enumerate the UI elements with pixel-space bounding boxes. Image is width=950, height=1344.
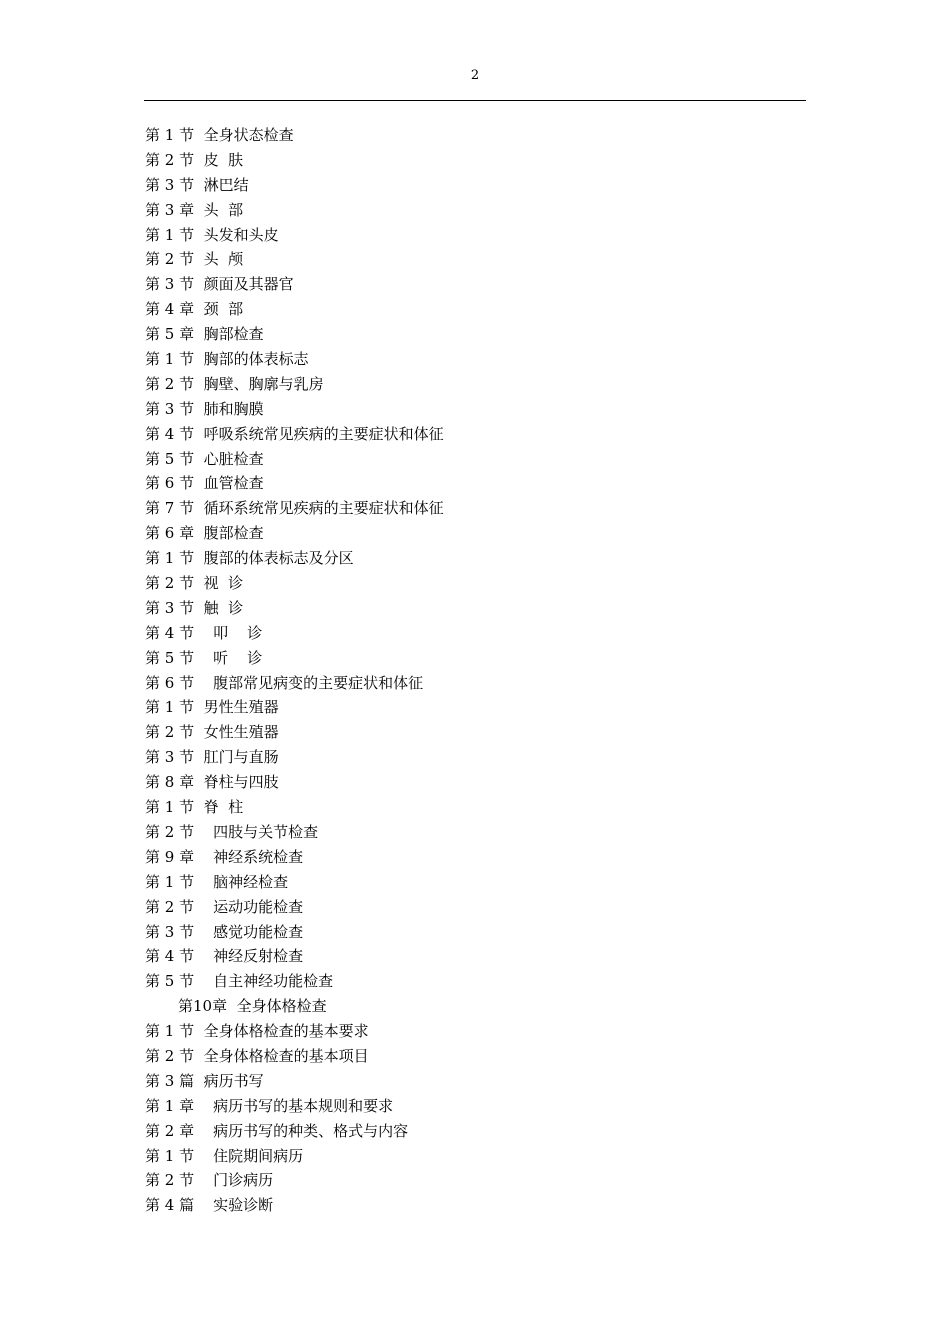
page-number: 2 [470,68,480,83]
toc-entry: 第 3 节 颜面及其器官 [145,275,294,294]
toc-entry: 第 1 节 脊 柱 [145,798,244,817]
toc-entry: 第 5 章 胸部检查 [145,325,264,344]
toc-entry: 第 3 节 淋巴结 [145,175,249,194]
toc-entry: 第 2 节 门诊病历 [145,1171,274,1190]
toc-entry: 第 2 节 视 诊 [145,574,244,593]
toc-entry: 第 2 节 女性生殖器 [145,723,279,742]
toc-entry: 第 4 节 神经反射检查 [145,947,304,966]
toc-entry: 第 2 节 四肢与关节检查 [145,822,319,841]
toc-entry: 第 1 节 全身状态检查 [145,126,294,144]
toc-entry: 第 3 章 头 部 [145,200,244,219]
toc-entry: 第 2 节 胸壁、胸廓与乳房 [145,374,324,393]
toc-entry: 第 5 节 听 诊 [145,648,263,667]
toc-entry: 第 1 节 全身体格检查的基本要求 [145,1022,369,1041]
toc-entry: 第 2 节 头 颅 [145,250,244,269]
toc-entry: 第 4 章 颈 部 [145,300,244,319]
toc-entry: 第 1 节 脑神经检查 [145,872,289,891]
toc-entry: 第 2 节 运动功能检查 [145,897,304,916]
toc-entry: 第 3 节 感觉功能检查 [145,922,304,941]
toc-entry: 第 9 章 神经系统检查 [145,847,304,866]
toc-entry: 第 4 篇 实验诊断 [145,1196,274,1215]
toc-entry: 第 2 节 皮 肤 [145,150,244,169]
toc-entry: 第 7 节 循环系统常见疾病的主要症状和体征 [145,499,444,518]
toc-entry: 第 3 节 触 诊 [145,598,244,617]
header-divider [144,100,806,101]
toc-entry: 第 6 章 腹部检查 [145,524,264,543]
toc-entry: 第 1 节 住院期间病历 [145,1146,304,1165]
toc-entry: 第 3 篇 病历书写 [145,1071,264,1090]
toc-entry: 第 8 章 脊柱与四肢 [145,773,279,792]
toc-entry: 第 2 章 病历书写的种类、格式与内容 [145,1121,409,1140]
toc-entry: 第 6 节 腹部常见病变的主要症状和体征 [145,673,424,692]
toc-entry: 第 5 节 自主神经功能检查 [145,972,334,991]
toc-entry: 第 4 节 呼吸系统常见疾病的主要症状和体征 [145,424,444,443]
toc-entry: 第 1 节 男性生殖器 [145,698,279,717]
toc-entry: 第 5 节 心脏检查 [145,449,264,468]
toc-entry: 第 1 节 头发和头皮 [145,225,279,244]
toc-entry: 第 1 章 病历书写的基本规则和要求 [145,1096,394,1115]
toc-entry: 第 3 节 肛门与直肠 [145,748,279,767]
toc-entry: 第 1 节 腹部的体表标志及分区 [145,549,354,568]
toc-entry: 第 4 节 叩 诊 [145,623,263,642]
toc-entry: 第 2 节 全身体格检查的基本项目 [145,1046,369,1065]
toc-entry: 第 3 节 肺和胸膜 [145,399,264,418]
toc-entry: 第 1 节 胸部的体表标志 [145,350,309,369]
toc-entry: 第 6 节 血管检查 [145,474,264,493]
table-of-contents [145,123,795,1218]
toc-entry: 第10章 全身体格检查 [178,997,327,1016]
